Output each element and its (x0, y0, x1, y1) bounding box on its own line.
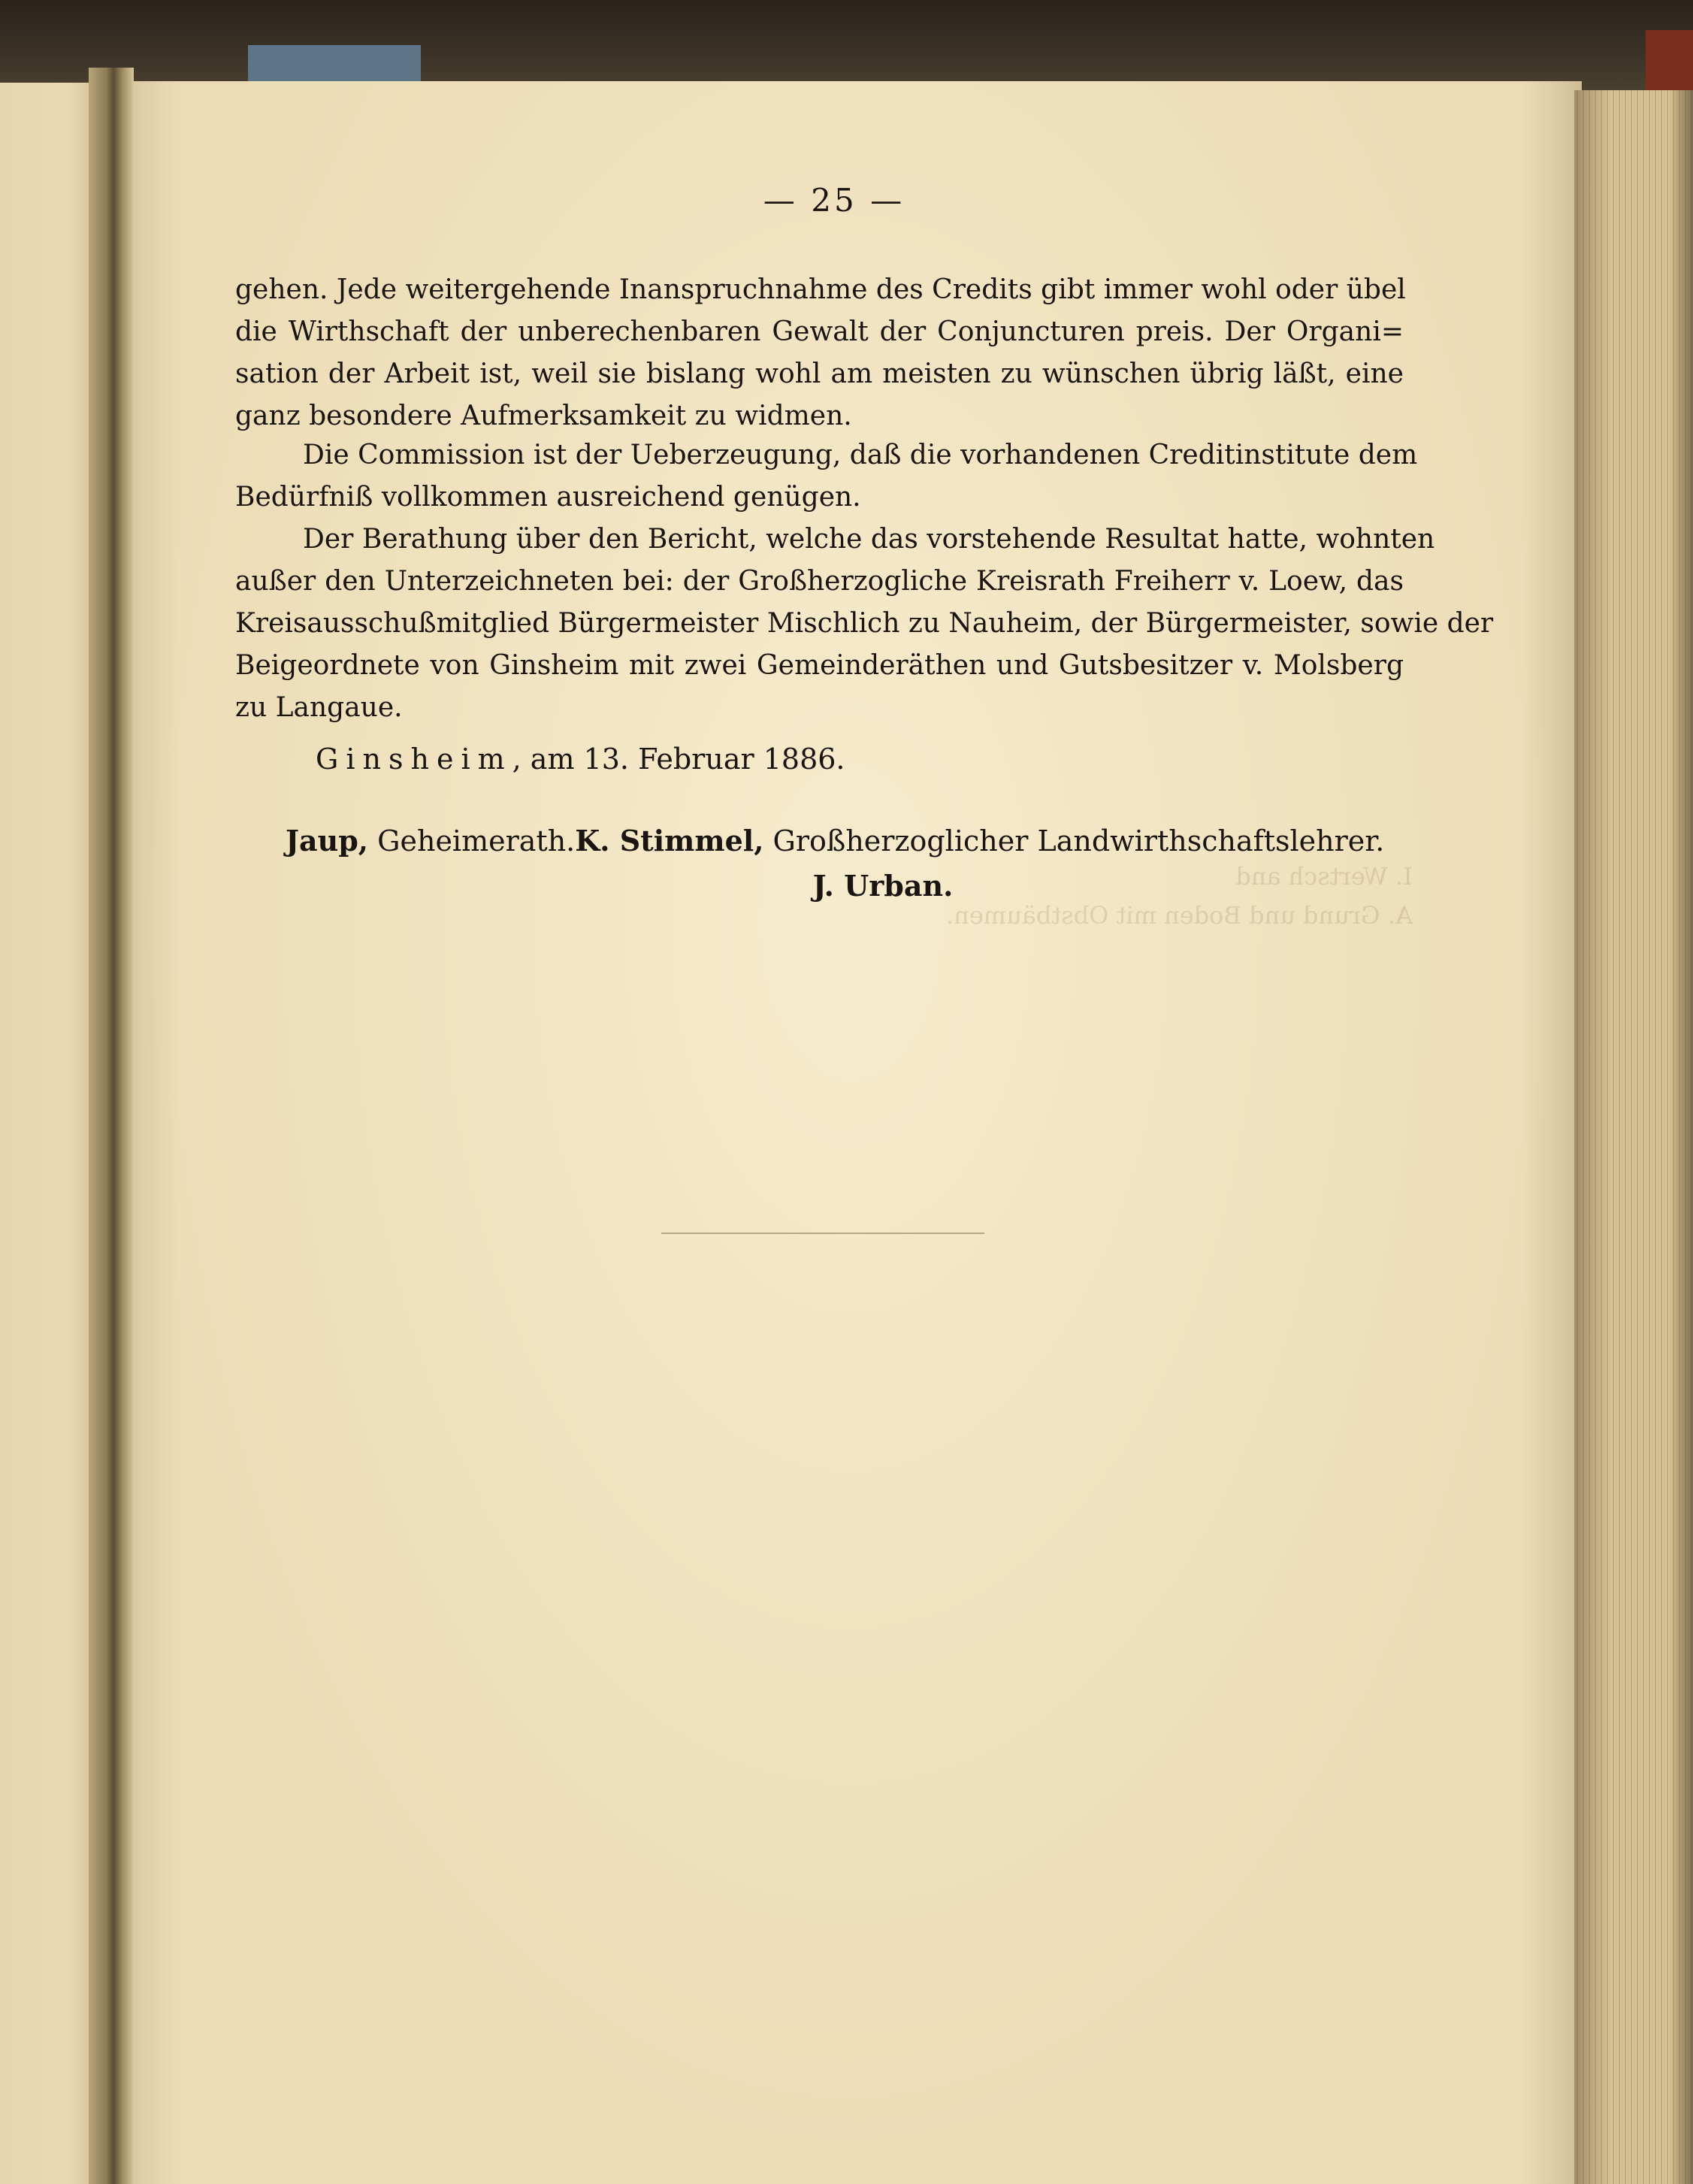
binding-cloth-patch (248, 45, 421, 86)
place-date-line (316, 743, 845, 776)
text-line: Kreisausschußmitglied Bürgermeister Mischlich zu Nauheim, der Bürgermeister, sowie der (235, 608, 1494, 639)
paragraph-commission (235, 434, 1418, 519)
signature-jaup (286, 824, 575, 869)
date-text: , am 13. Februar 1886. (512, 743, 845, 776)
text-line: Der Berathung über den Bericht, welche das vorstehende Resultat hatte, wohnten (303, 524, 1435, 555)
signer-title: Geheimerath. (377, 824, 576, 858)
signer-name: Jaup, (286, 824, 369, 858)
book-gutter (89, 68, 134, 2184)
text-line: außer den Unterzeichneten bei: der Großherzogliche Kreisrath Freiherr v. Loew, das (235, 566, 1404, 597)
paragraph-attendance (235, 519, 1494, 729)
show-through-rule (661, 1233, 984, 1237)
text-line: Beigeordnete von Ginsheim mit zwei Gemeinderäthen und Gutsbesitzer v. Molsberg (235, 650, 1404, 681)
signer-name: J. Urban. (812, 869, 954, 903)
signature-urban (286, 869, 1375, 914)
show-through-text: I. Wertsch and A. Grund und Boden mit Obstbäumen. (946, 862, 1413, 930)
signature-row (286, 824, 1385, 869)
signature-stimmel (575, 824, 1384, 869)
signer-name: K. Stimmel, (575, 824, 764, 858)
place-name: Ginsheim (316, 743, 512, 776)
text-line: sation der Arbeit ist, weil sie bislang wohl am meisten zu wünschen übrig läßt, eine (235, 358, 1404, 389)
text-line: die Wirthschaft der unberechenbaren Gewalt der Conjuncturen preis. Der Organi= (235, 316, 1404, 347)
text-line: Die Commission ist der Ueberzeugung, daß die vorhandenen Creditinstitute dem (303, 440, 1418, 470)
text-line: zu Langaue. (235, 692, 403, 723)
paragraph-credit (235, 269, 1404, 437)
page-stack-shadow (1574, 90, 1693, 2184)
signer-title: Großherzoglicher Landwirthschaftslehrer. (772, 824, 1385, 858)
signature-block (286, 824, 1385, 914)
text-line: Bedürfniß vollkommen ausreichend genügen. (235, 482, 861, 513)
text-line: gehen. Jede weitergehende Inanspruchnahme des Credits gibt immer wohl oder übel (235, 274, 1406, 305)
page-number: — 25 — (763, 182, 905, 219)
text-line: ganz besondere Aufmerksamkeit zu widmen. (235, 401, 852, 431)
